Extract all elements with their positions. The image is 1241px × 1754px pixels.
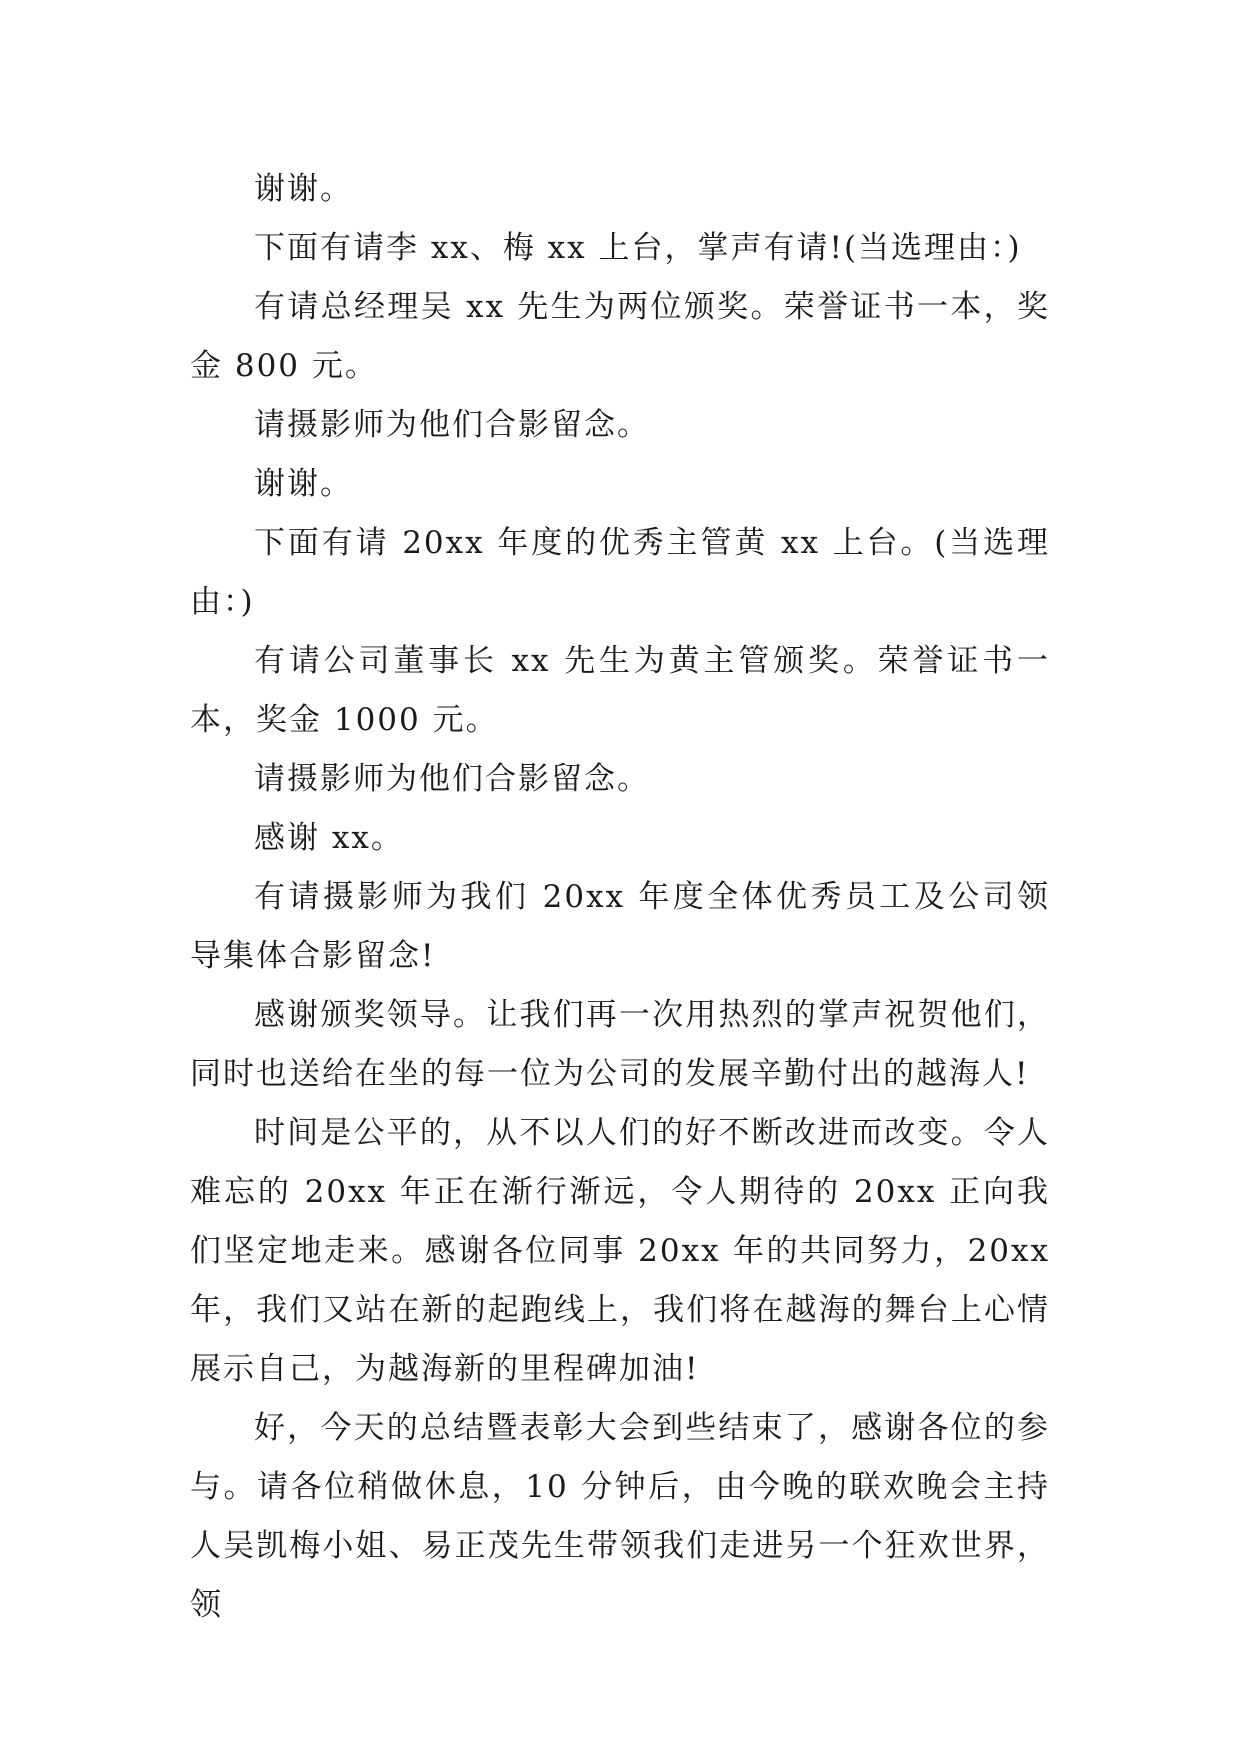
- paragraph: 谢谢。: [254, 171, 353, 207]
- paragraph: 好，今天的总结暨表彰大会到些结束了，感谢各位的参与。请各位稍做休息，10 分钟后，由今晚的联欢晚会主持人吴凯梅小姐、易正茂先生带领我们走进另一个狂欢世界，领: [190, 1410, 1050, 1623]
- paragraph: 请摄影师为他们合影留念。: [254, 407, 650, 443]
- paragraph: 请摄影师为他们合影留念。: [254, 761, 650, 797]
- document-body: [190, 160, 1050, 1635]
- paragraph: 感谢颁奖领导。让我们再一次用热烈的掌声祝贺他们，同时也送给在坐的每一位为公司的发展辛勤付出的越海人!: [190, 997, 1050, 1092]
- paragraph: 有请总经理吴 xx 先生为两位颁奖。荣誉证书一本，奖金 800 元。: [190, 289, 1050, 384]
- paragraph: 谢谢。: [254, 466, 353, 502]
- paragraph: 有请摄影师为我们 20xx 年度全体优秀员工及公司领导集体合影留念!: [190, 879, 1050, 974]
- paragraph: 感谢 xx。: [254, 820, 404, 856]
- paragraph: 下面有请 20xx 年度的优秀主管黄 xx 上台。(当选理由：): [190, 525, 1050, 620]
- paragraph: 下面有请李 xx、梅 xx 上台，掌声有请!(当选理由：): [254, 230, 1022, 266]
- paragraph: 时间是公平的，从不以人们的好不断改进而改变。令人难忘的 20xx 年正在渐行渐远，令人期待的 20xx 正向我们坚定地走来。感谢各位同事 20xx 年的共同努力，20xx 年，我们又站在新的起跑线上，我们将在越海的舞台上心情展示自己，为越海新的里程碑加油!: [190, 1115, 1050, 1387]
- paragraph: 有请公司董事长 xx 先生为黄主管颁奖。荣誉证书一本，奖金 1000 元。: [190, 643, 1050, 738]
